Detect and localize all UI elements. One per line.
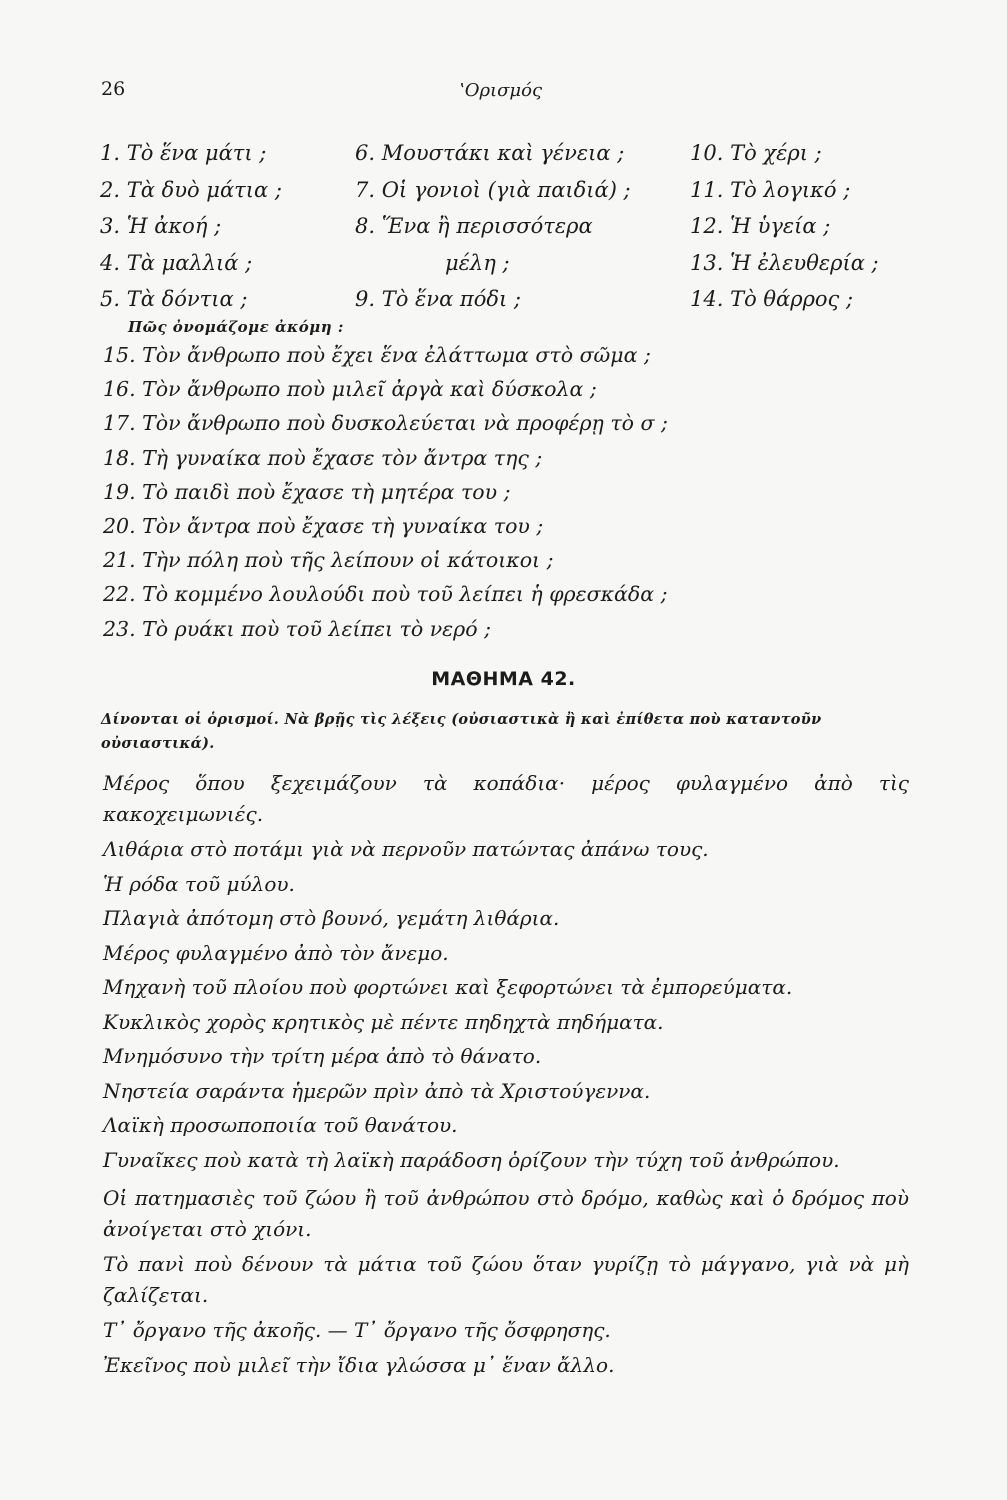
- grid-item: 2. Τὰ δυὸ μάτια ;: [100, 177, 282, 202]
- question-item: 23. Τὸ ρυάκι ποὺ τοῦ λείπει τὸ νερό ;: [103, 616, 491, 641]
- definition-item: Μηχανὴ τοῦ πλοίου ποὺ φορτώνει καὶ ξεφορτώνει τὰ ἐμπορεύματα.: [103, 975, 793, 999]
- grid-item: 7. Οἱ γονιοὶ (γιὰ παιδιά) ;: [355, 177, 631, 202]
- question-item: 17. Τὸν ἄνθρωπο ποὺ δυσκολεύεται νὰ προφέρῃ τὸ σ ;: [103, 411, 668, 436]
- definition-item: Πλαγιὰ ἀπότομη στὸ βουνό, γεμάτη λιθάρια.: [103, 906, 560, 930]
- question-list: [103, 342, 923, 650]
- question-item: 16. Τὸν ἄνθρωπο ποὺ μιλεῖ ἀργὰ καὶ δύσκολα ;: [103, 377, 597, 402]
- grid-item: 4. Τὰ μαλλιά ;: [100, 250, 253, 275]
- definition-item: Ἡ ρόδα τοῦ μύλου.: [103, 871, 295, 896]
- definition-item: Τὸ πανὶ ποὺ δένουν τὰ μάτια τοῦ ζώου ὅταν γυρίζῃ τὸ μάγγανο, γιὰ νὰ μὴ ζαλίζεται.: [103, 1252, 909, 1307]
- definition-item: Νηστεία σαράντα ἡμερῶν πρὶν ἀπὸ τὰ Χριστούγεννα.: [103, 1078, 651, 1103]
- grid-item: 1. Τὸ ἕνα μάτι ;: [100, 141, 267, 165]
- question-item: 19. Τὸ παιδὶ ποὺ ἔχασε τὴ μητέρα του ;: [103, 479, 511, 504]
- grid-column-2: [355, 140, 631, 323]
- question-item: 21. Τὴν πόλη ποὺ τῆς λείπουν οἱ κάτοικοι ;: [103, 548, 554, 573]
- grid-column-1: [100, 140, 282, 323]
- grid-item: 6. Μουστάκι καὶ γένεια ;: [355, 141, 625, 165]
- grid-item: 8. Ἕνα ἢ περισσότερα: [355, 214, 593, 238]
- question-item: 22. Τὸ κομμένο λουλούδι ποὺ τοῦ λείπει ἡ φρεσκάδα ;: [103, 582, 668, 607]
- grid-item: 12. Ἡ ὑγεία ;: [690, 214, 831, 238]
- definition-item: Μέρος ὅπου ξεχειμάζουν τὰ κοπάδια· μέρος φυλαγμένο ἀπὸ τὶς κακοχειμωνιές.: [103, 771, 909, 826]
- grid-item: 10. Τὸ χέρι ;: [690, 141, 822, 165]
- grid-item: 13. Ἡ ἐλευθερία ;: [690, 250, 879, 275]
- definition-list: [103, 768, 909, 1384]
- question-item: 20. Τὸν ἄντρα ποὺ ἔχασε τὴ γυναίκα του ;: [103, 513, 544, 538]
- question-item: 15. Τὸν ἄνθρωπο ποὺ ἔχει ἕνα ἐλάττωμα στὸ σῶμα ;: [103, 343, 651, 367]
- grid-item: 11. Τὸ λογικό ;: [690, 177, 851, 202]
- grid-item: 5. Τὰ δόντια ;: [100, 287, 248, 311]
- running-title: ʽΟρισμός: [459, 80, 543, 101]
- question-item: 18. Τὴ γυναίκα ποὺ ἔχασε τὸν ἄντρα της ;: [103, 445, 543, 470]
- grid-item: 14. Τὸ θάρρος ;: [690, 287, 854, 311]
- definition-item: Ἐκεῖνος ποὺ μιλεῖ τὴν ἴδια γλώσσα μ᾽ ἕναν ἄλλο.: [103, 1352, 615, 1377]
- definition-item: Μέρος φυλαγμένο ἀπὸ τὸν ἄνεμο.: [103, 940, 449, 965]
- definition-item: Γυναῖκες ποὺ κατὰ τὴ λαϊκὴ παράδοση ὁρίζουν τὴν τύχη τοῦ ἀνθρώπου.: [103, 1147, 840, 1172]
- lesson-title: ΜΑΘΗΜΑ 42.: [431, 668, 576, 690]
- subheading: Πῶς ὀνομάζομε ἀκόμη :: [128, 318, 344, 336]
- definition-item: Κυκλικὸς χορὸς κρητικὸς μὲ πέντε πηδηχτὰ πηδήματα.: [103, 1009, 664, 1034]
- definition-item: Οἱ πατημασιὲς τοῦ ζώου ἢ τοῦ ἀνθρώπου στὸ δρόμο, καθὼς καὶ ὁ δρόμος ποὺ ἀνοίγεται στὸ χιόνι.: [103, 1186, 909, 1241]
- definition-item: Λαϊκὴ προσωποποιία τοῦ θανάτου.: [103, 1113, 458, 1137]
- grid-item: 9. Τὸ ἕνα πόδι ;: [355, 287, 522, 311]
- page-number: 26: [101, 78, 126, 100]
- definition-item: Τ᾽ ὄργανο τῆς ἀκοῆς. — Τ᾽ ὄργανο τῆς ὄσφρησης.: [103, 1318, 611, 1342]
- instruction-text: Δίνονται οἱ ὁρισμοί. Νὰ βρῇς τὶς λέξεις (οὐσιαστικὰ ἢ καὶ ἐπίθετα ποὺ καταντοῦν οὐσιαστικά).: [101, 711, 822, 752]
- definition-item: Λιθάρια στὸ ποτάμι γιὰ νὰ περνοῦν πατώντας ἀπάνω τους.: [103, 837, 709, 861]
- page-header: [0, 78, 1007, 108]
- grid-column-3: [690, 140, 879, 323]
- grid-item: μέλη ;: [445, 250, 510, 275]
- grid-item: 3. Ἡ ἀκοή ;: [100, 214, 222, 238]
- definition-item: Μνημόσυνο τὴν τρίτη μέρα ἀπὸ τὸ θάνατο.: [103, 1044, 542, 1068]
